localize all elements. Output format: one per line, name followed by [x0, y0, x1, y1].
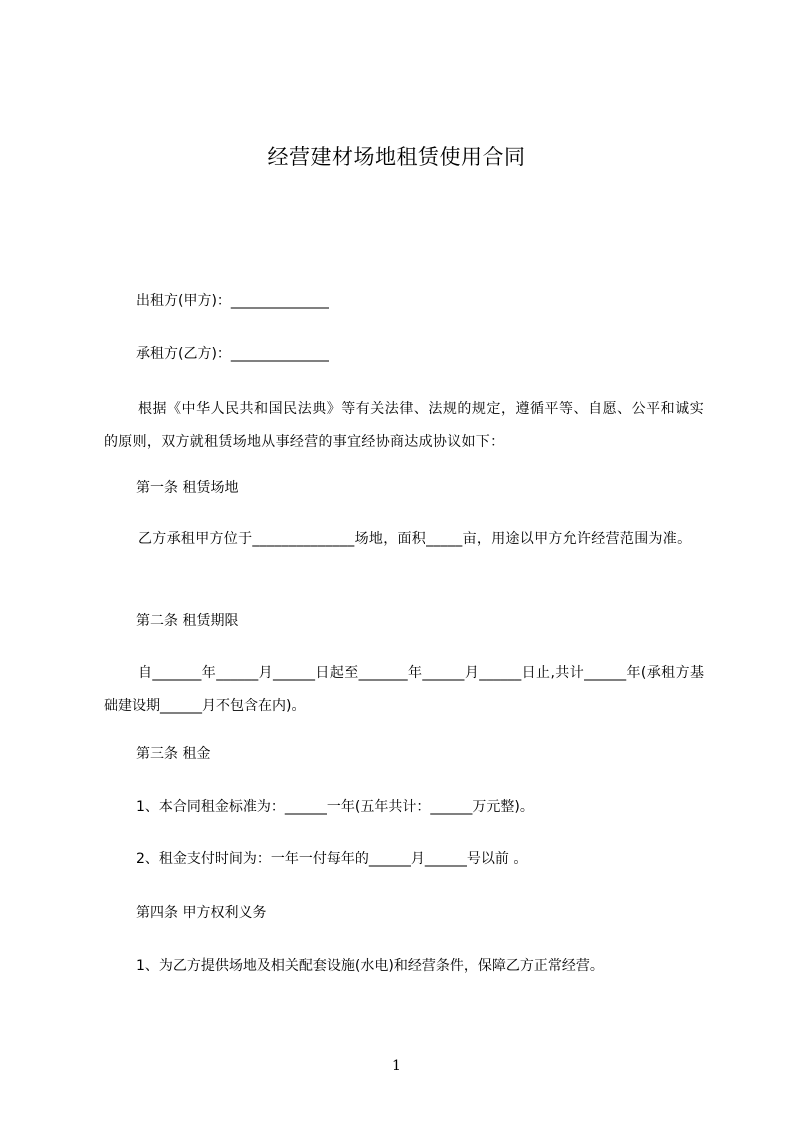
lessor-line: 出租方(甲方)：______________: [136, 293, 329, 309]
article-2-heading: 第二条 租赁期限: [136, 613, 239, 629]
page-number: 1: [392, 1058, 401, 1074]
article-3-item-1: 1、本合同租金标准为：______一年(五年共计：______万元整)。: [136, 799, 534, 815]
article-1-paragraph: 乙方承租甲方位于______________场地，面积_____亩，用途以甲方允许经营范围为准。: [138, 531, 692, 547]
article-3-heading: 第三条 租金: [136, 746, 211, 762]
preamble-paragraph: 根据《中华人民共和国民法典》等有关法律、法规的规定，遵循平等、自愿、公平和诚实的原则，双方就租赁场地从事经营的事宜经协商达成协议如下：: [104, 401, 704, 450]
article-3-item-2: 2、租金支付时间为：一年一付每年的______月______号以前 。: [136, 851, 528, 867]
article-4-heading: 第四条 甲方权利义务: [136, 905, 267, 921]
article-2-paragraph: 自_______年______月______日起至_______年______月______日止,共计______年(承租方基础建设期______月不包含在内)。: [104, 665, 704, 714]
lessee-line: 承租方(乙方)：______________: [136, 346, 329, 362]
article-4-item-1: 1、为乙方提供场地及相关配套设施(水电)和经营条件，保障乙方正常经营。: [136, 958, 604, 974]
article-1-heading: 第一条 租赁场地: [136, 480, 239, 496]
page-title: 经营建材场地租赁使用合同: [267, 145, 526, 169]
